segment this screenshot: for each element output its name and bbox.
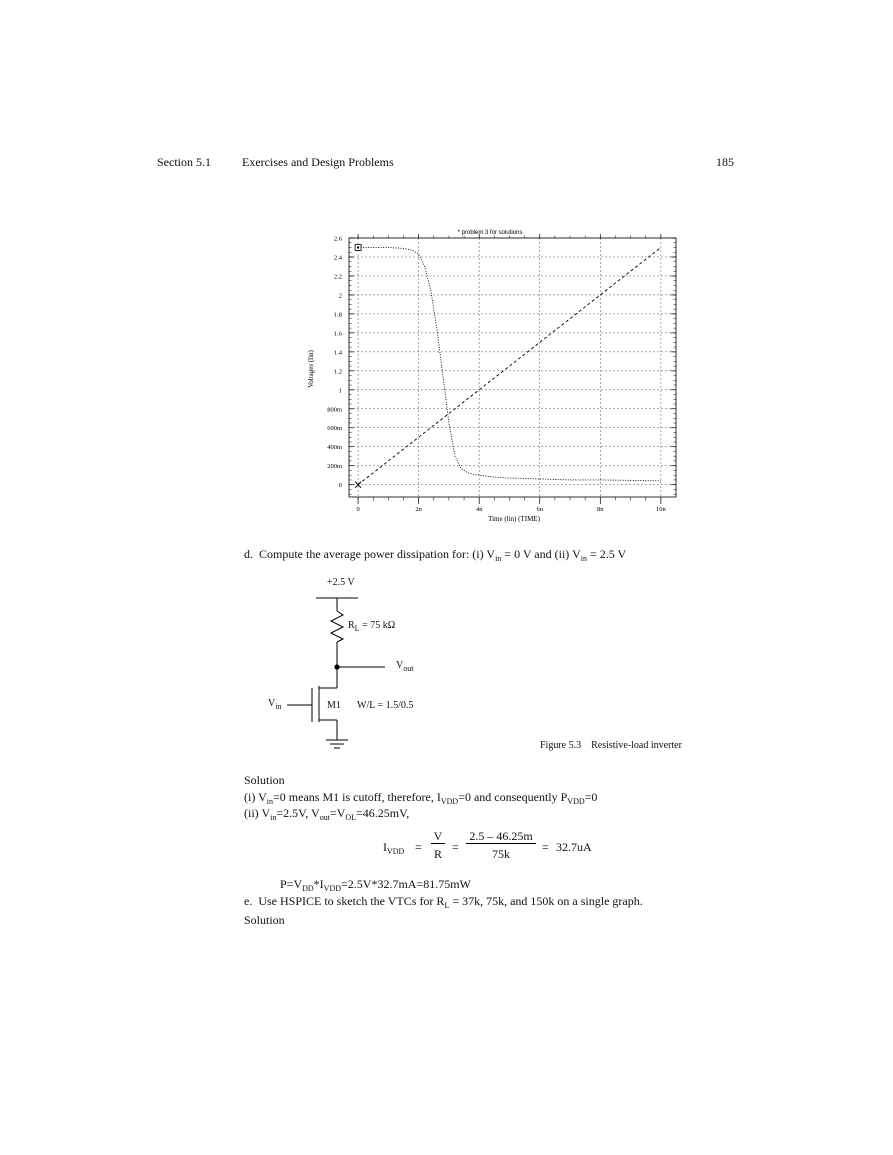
power-result: $P=V_{DD}*I_{VDD}=2.5V*32.7mA=81.75mW$	[280, 877, 471, 893]
part-e-label: e	[244, 894, 250, 908]
output-node-dot	[334, 664, 339, 669]
eq-lhs: $I_{VDD}$	[383, 840, 405, 856]
part-d-question: d. Compute the average power dissipation for: (i) $V_{in} = 0$ V and (ii) $V_{in} = 2.5$ V	[244, 547, 627, 563]
eq-sign-2: =	[452, 840, 459, 854]
y-tick-label: 1.2	[333, 368, 342, 376]
y-axis-label: Voltages (lin)	[307, 350, 315, 388]
eq-sign-3: =	[542, 840, 549, 854]
x-tick-label: 0	[356, 506, 360, 513]
chart-title: * problem 3 for solutions	[457, 230, 523, 236]
eq-sign-1: =	[415, 840, 422, 854]
x-tick-label: 6n	[536, 506, 543, 513]
eq-den-1: R	[433, 847, 442, 861]
rl-label: $R_L = 75$ kΩ	[348, 620, 396, 633]
y-tick-label: 2.2	[333, 273, 342, 281]
x-axis-label: Time (lin) (TIME)	[488, 515, 540, 523]
y-tick-label: 400m	[327, 444, 342, 452]
eq-den-2: 75k	[492, 847, 510, 861]
wl-label: W/L = 1.5/0.5	[357, 700, 414, 711]
eq-result: 32.7uA	[556, 840, 592, 854]
solution-line-i: (i) $V_{in}=0$ means M1 is cutoff, therefore, $I_{VDD}=0$ and consequently $P_{VDD}=0$	[244, 790, 598, 806]
solution-heading: Solution	[244, 773, 285, 787]
part-d-label: d	[244, 547, 250, 561]
vdd-label: +2.5 V	[327, 577, 355, 588]
y-tick-label: 1.8	[333, 311, 342, 319]
y-tick-label: 1.4	[333, 349, 342, 357]
x-tick-label: 8n	[597, 506, 604, 513]
x-tick-label: 10n	[655, 506, 666, 513]
part-e-question: e. Use HSPICE to sketch the VTCs for $R_L = 37k$, 75k, and 150k on a single graph.	[244, 894, 643, 910]
m1-label: M1	[327, 700, 341, 711]
y-tick-label: 1	[338, 387, 342, 395]
x-tick-label: 4n	[475, 506, 483, 513]
solution-heading-2: Solution	[244, 913, 285, 927]
y-tick-label: 1.6	[333, 330, 342, 338]
y-tick-label: 2.4	[333, 254, 342, 262]
y-tick-label: 0	[338, 482, 342, 490]
x-tick-label: 2n	[415, 506, 422, 513]
y-tick-label: 800m	[327, 406, 342, 414]
header-section: Section 5.1	[157, 155, 211, 169]
y-tick-label: 600m	[327, 425, 342, 433]
figure-caption: Figure 5.3 Resistive-load inverter	[540, 740, 682, 751]
page-number: 185	[716, 155, 734, 169]
y-tick-label: 200m	[327, 463, 342, 471]
header-title: Exercises and Design Problems	[242, 155, 394, 169]
eq-num-1: V	[431, 830, 445, 844]
y-tick-label: 2	[338, 292, 342, 300]
solution-line-ii: (ii) $V_{in}=2.5V$, $V_{out}=V_{OL}=46.25mV$,	[244, 806, 410, 822]
y-tick-label: 2.6	[333, 235, 342, 243]
vout-label: $V_{out}$	[396, 660, 414, 673]
resistor-rl	[331, 611, 343, 642]
eq-num-2: 2.5 – 46.25m	[466, 830, 536, 844]
vin-label: $V_{in}$	[268, 698, 282, 711]
